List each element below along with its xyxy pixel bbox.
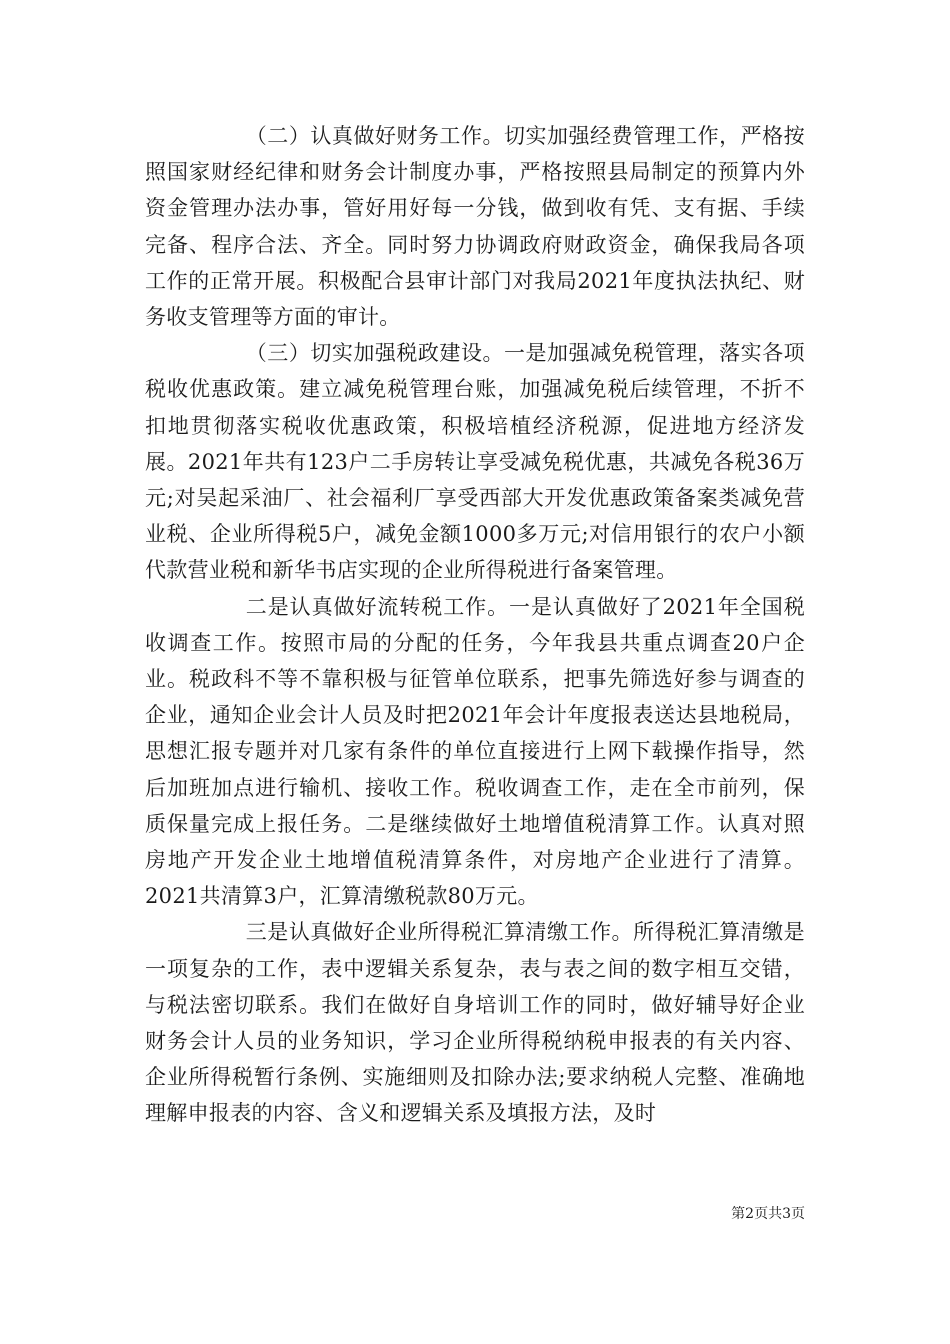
page-number-footer: 第2页共3页 [731, 1206, 805, 1222]
paragraph-income-tax: 三是认真做好企业所得税汇算清缴工作。所得税汇算清缴是一项复杂的工作，表中逻辑关系复杂，表与表之间的数字相互交错，与税法密切联系。我们在做好自身培训工作的同时，做好辅导好企业财务会计人员的业务知识，学习企业所得税纳税申报表的有关内容、企业所得税暂行条例、实施细则及扣除办法;要求纳税人完整、准确地理解申报表的内容、含义和逻辑关系及填报方法，及时 [145, 920, 805, 1126]
paragraph-finance-work: （二）认真做好财务工作。切实加强经费管理工作，严格按照国家财经纪律和财务会计制度办事，严格按照县局制定的预算内外资金管理办法办事，管好用好每一分钱，做到收有凭、支有据、手续完备、程序合法、齐全。同时努力协调政府财政资金，确保我局各项工作的正常开展。积极配合县审计部门对我局2021年度执法执纪、财务收支管理等方面的审计。 [145, 124, 805, 330]
document-body [145, 118, 805, 1132]
paragraph-turnover-tax: 二是认真做好流转税工作。一是认真做好了2021年全国税收调查工作。按照市局的分配的任务，今年我县共重点调查20户企业。税政科不等不靠积极与征管单位联系，把事先筛选好参与调查的企业，通知企业会计人员及时把2021年会计年度报表送达县地税局，思想汇报专题并对几家有条件的单位直接进行上网下载操作指导，然后加班加点进行输机、接收工作。税收调查工作，走在全市前列，保质保量完成上报任务。二是继续做好土地增值税清算工作。认真对照房地产开发企业土地增值税清算条件，对房地产企业进行了清算。2021共清算3户，汇算清缴税款80万元。 [145, 594, 805, 909]
paragraph-tax-policy: （三）切实加强税政建设。一是加强减免税管理，落实各项税收优惠政策。建立减免税管理台账，加强减免税后续管理，不折不扣地贯彻落实税收优惠政策，积极培植经济税源，促进地方经济发展。2021年共有123户二手房转让享受减免税优惠，共减免各税36万元;对吴起采油厂、社会福利厂享受西部大开发优惠政策备案类减免营业税、企业所得税5户，减免金额1000多万元;对信用银行的农户小额代款营业税和新华书店实现的企业所得税进行备案管理。 [145, 341, 805, 583]
